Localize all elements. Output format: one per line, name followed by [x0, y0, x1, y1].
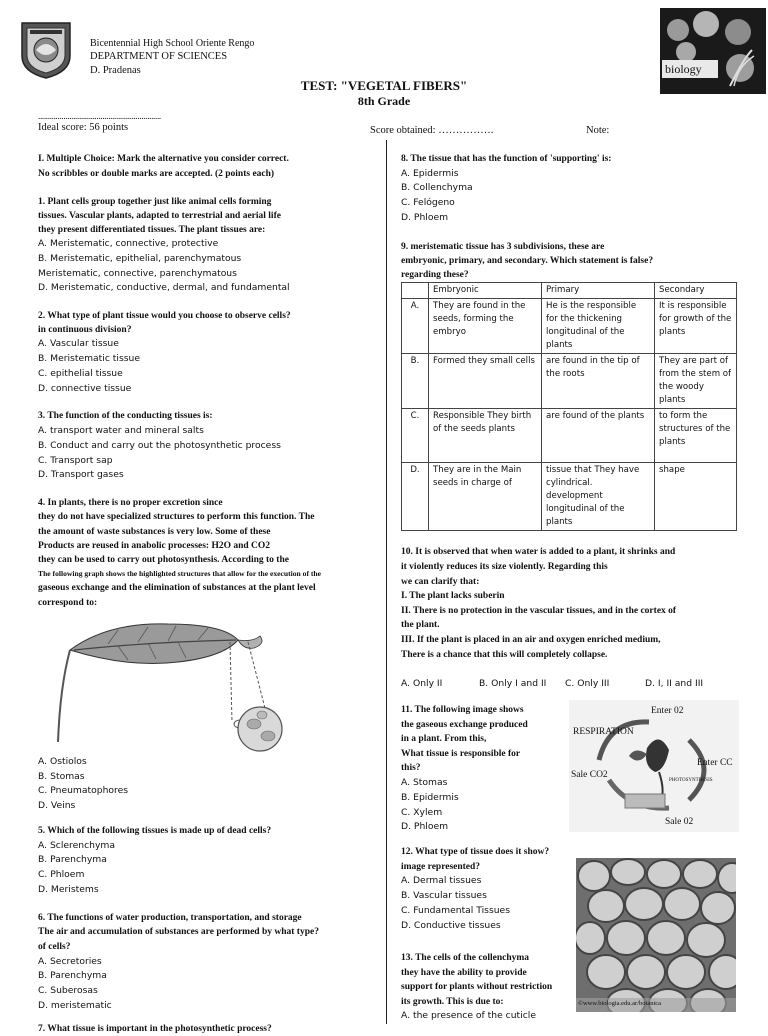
question-text: the gaseous exchange produced: [401, 719, 528, 730]
question-1: [38, 195, 378, 296]
table-cell-letter: D.: [402, 463, 429, 531]
question-text: 11. The following image shows: [401, 704, 524, 715]
question-text: III. If the plant is placed in an air and oxygen enriched medium,: [401, 634, 661, 645]
note-field[interactable]: Note:: [586, 125, 610, 136]
table-row[interactable]: [402, 463, 737, 531]
option-b[interactable]: B. Stomas: [38, 770, 85, 782]
option-c[interactable]: C. Phloem: [38, 869, 85, 881]
question-text: correspond to:: [38, 597, 98, 608]
question-text: tissues. Vascular plants, adapted to terrestrial and aerial life: [38, 211, 281, 221]
question-text: they can be used to carry out photosynthesis. According to the: [38, 554, 289, 565]
school-name: Bicentennial High School Oriente Rengo: [90, 38, 255, 49]
question-text: 9. meristematic tissue has 3 subdivisions, these are: [401, 241, 605, 252]
option-a[interactable]: A. Dermal tissues: [401, 875, 482, 887]
question-text: 7. What tissue is important in the photosynthetic process?: [38, 1023, 272, 1034]
option-c[interactable]: Meristematic, connective, parenchymatous: [38, 267, 237, 279]
question-text: 13. The cells of the collenchyma: [401, 952, 530, 963]
question-text: image represented?: [401, 861, 481, 872]
question-text: Products are reused in anabolic processes: H2O and CO2: [38, 540, 271, 551]
ideal-score: Ideal score: 56 points: [38, 122, 129, 133]
option-a[interactable]: A. Secretories: [38, 955, 102, 967]
table-cell: He is the responsible for the thickening longitudinal of the plants: [542, 299, 655, 354]
table-cell: Responsible They birth of the seeds plants: [429, 409, 542, 463]
option-d[interactable]: D. Meristematic, conductive, dermal, and fundamental: [38, 282, 290, 294]
question-10: [401, 545, 745, 692]
diagram-label-sale-co2: Sale CO2: [571, 769, 608, 780]
option-a[interactable]: A. Ostiolos: [38, 755, 87, 767]
micrograph-credit: ©www.biologia.edu.ar/botanica: [578, 1000, 662, 1007]
option-c[interactable]: C. Only III: [565, 678, 610, 690]
question-11: [401, 703, 745, 845]
question-text: they have the ability to provide: [401, 967, 527, 978]
option-c[interactable]: C. Xylem: [401, 806, 443, 818]
question-text: we can clarify that:: [401, 576, 480, 587]
option-a[interactable]: A. Only II: [401, 678, 443, 690]
question-text: 6. The functions of water production, transportation, and storage: [38, 912, 302, 923]
question-text: the amount of waste substances is very low. Some of these: [38, 526, 271, 537]
option-a[interactable]: A. Stomas: [401, 776, 448, 788]
teacher-name: D. Pradenas: [90, 65, 141, 76]
left-column: [38, 152, 378, 1036]
option-b[interactable]: B. Parenchyma: [38, 970, 107, 982]
option-a[interactable]: A. transport water and mineral salts: [38, 424, 204, 436]
question-text: gaseous exchange and the elimination of substances at the plant level: [38, 583, 316, 594]
option-b[interactable]: B. Conduct and carry out the photosynthetic process: [38, 439, 281, 451]
question-5: [38, 824, 378, 898]
instruction-line: I. Multiple Choice: Mark the alternative you consider correct.: [38, 154, 289, 164]
question-text: 3. The function of the conducting tissues is:: [38, 411, 213, 422]
option-a[interactable]: A. Vascular tissue: [38, 338, 119, 350]
name-line[interactable]: ...............................................................: [38, 111, 161, 121]
table-row[interactable]: [402, 409, 737, 463]
column-divider: [386, 140, 387, 1024]
question-text: 5. Which of the following tissues is made up of dead cells?: [38, 825, 272, 836]
leaf-illustration: [38, 610, 378, 755]
option-a[interactable]: A. Epidermis: [401, 167, 459, 179]
table-cell-letter: B.: [402, 354, 429, 409]
question-2: [38, 309, 378, 396]
option-a[interactable]: A. Meristematic, connective, protective: [38, 238, 219, 249]
table-cell: They are found in the seeds, forming the embryo: [429, 299, 542, 354]
question-text: 4. In plants, there is no proper excretion since: [38, 498, 223, 509]
question-text: it violently reduces its size violently. Regarding this: [401, 561, 608, 572]
option-b[interactable]: B. Vascular tissues: [401, 889, 487, 901]
question-text: in a plant. From this,: [401, 734, 487, 745]
option-d[interactable]: D. Meristems: [38, 883, 99, 895]
table-cell-letter: A.: [402, 299, 429, 354]
question-text: II. There is no protection in the vascular tissues, and in the cortex of: [401, 605, 677, 616]
option-c[interactable]: C. Fundamental Tissues: [401, 904, 510, 916]
diagram-label-photosynthesis: PHOTOSYNTHESIS: [669, 777, 713, 783]
question-text: of cells?: [38, 941, 71, 952]
option-d[interactable]: D. I, II and III: [645, 678, 704, 690]
question-text: The air and accumulation of substances are performed by what type?: [38, 927, 319, 938]
option-c[interactable]: C. Transport sap: [38, 454, 113, 466]
table-cell: are found of the plants: [542, 409, 655, 463]
table-cell-letter: C.: [402, 409, 429, 463]
diagram-label-respiration: RESPIRATION: [573, 726, 634, 737]
meristem-table: [401, 282, 737, 531]
department-name: DEPARTMENT OF SCIENCES: [90, 51, 228, 62]
table-row[interactable]: [402, 354, 737, 409]
table-cell: to form the structures of the plants: [655, 409, 737, 463]
table-cell: are found in the tip of the roots: [542, 354, 655, 409]
table-cell: It is responsible for growth of the plants: [655, 299, 737, 354]
question-text: The following graph shows the highlighted structures that allow for the execution of the: [38, 569, 322, 579]
grade-label: 8th Grade: [357, 94, 411, 108]
table-row[interactable]: [402, 299, 737, 354]
option-b[interactable]: B. Epidermis: [401, 791, 459, 803]
tissue-micrograph: [576, 858, 736, 1012]
question-4: [38, 496, 378, 814]
table-header: [402, 283, 429, 299]
question-text: they do not have specialized structures to perform this function. The: [38, 512, 315, 523]
option-c[interactable]: C. epithelial tissue: [38, 367, 123, 379]
question-text: What tissue is responsible for: [401, 748, 521, 759]
question-text: its growth. This is due to:: [401, 996, 504, 1007]
section-instructions: [38, 152, 378, 181]
question-6: [38, 911, 378, 1014]
option-a[interactable]: A. the presence of the cuticle: [401, 1010, 536, 1022]
option-d[interactable]: D. meristematic: [38, 999, 112, 1011]
option-b[interactable]: B. Only I and II: [479, 678, 547, 690]
question-text: the plant.: [401, 620, 440, 631]
option-c[interactable]: C. Suberosas: [38, 985, 98, 997]
option-d[interactable]: D. Conductive tissues: [401, 919, 501, 931]
table-header: Secondary: [655, 283, 737, 299]
question-text: embryonic, primary, and secondary. Which statement is false?: [401, 255, 654, 266]
option-d[interactable]: D. Veins: [38, 800, 76, 812]
table-header-row: [402, 283, 737, 299]
question-text: 1. Plant cells group together just like animal cells forming: [38, 197, 272, 207]
option-c[interactable]: C. Felógeno: [401, 197, 455, 209]
table-cell: Formed they small cells: [429, 354, 542, 409]
table-header: Embryonic: [429, 283, 542, 299]
question-text: 8. The tissue that has the function of 'supporting' is:: [401, 154, 612, 164]
option-b[interactable]: B. Meristematic, epithelial, parenchymatous: [38, 252, 242, 264]
question-text: There is a chance that this will completely collapse.: [401, 649, 608, 660]
diagram-label-enter-co2: Enter CC: [697, 757, 733, 768]
question-text: this?: [401, 763, 421, 774]
question-text: support for plants without restriction: [401, 982, 553, 993]
question-text: 2. What type of plant tissue would you choose to observe cells?: [38, 311, 291, 322]
option-d[interactable]: D. Phloem: [401, 211, 449, 223]
option-a[interactable]: A. Sclerenchyma: [38, 839, 115, 851]
question-text: I. The plant lacks suberin: [401, 591, 505, 602]
question-3: [38, 409, 378, 483]
page-title: TEST: "VEGETAL FIBERS": [300, 78, 468, 93]
option-d[interactable]: D. connective tissue: [38, 382, 132, 394]
question-9: [401, 240, 745, 532]
biology-logo-label: biology: [665, 62, 702, 76]
question-text: regarding these?: [401, 270, 469, 281]
diagram-label-sale-o2: Sale 02: [665, 816, 694, 827]
option-d[interactable]: D. Phloem: [401, 821, 449, 833]
question-text: 10. It is observed that when water is added to a plant, it shrinks and: [401, 547, 676, 558]
question-text: in continuous division?: [38, 325, 132, 336]
gas-exchange-diagram: [569, 700, 739, 832]
option-b[interactable]: B. Parenchyma: [38, 854, 107, 866]
question-8: [401, 152, 745, 226]
school-logo: [20, 20, 72, 80]
question-text: 12. What type of tissue does it show?: [401, 846, 550, 857]
table-cell: tissue that They have cylindrical. development longitudinal of the plants: [542, 463, 655, 531]
table-header: Primary: [542, 283, 655, 299]
option-b[interactable]: B. Collenchyma: [401, 182, 473, 194]
score-obtained[interactable]: Score obtained: …………….: [370, 125, 494, 136]
table-cell: They are part of from the stem of the woody plants: [655, 354, 737, 409]
table-cell: They are in the Main seeds in charge of: [429, 463, 542, 531]
diagram-label-enter-o2: Enter 02: [651, 705, 684, 716]
instruction-line: No scribbles or double marks are accepted. (2 points each): [38, 168, 275, 179]
option-d[interactable]: D. Transport gases: [38, 469, 124, 481]
question-text: they present differentiated tissues. The plant tissues are:: [38, 225, 266, 235]
option-c[interactable]: C. Pneumatophores: [38, 785, 129, 797]
table-cell: shape: [655, 463, 737, 531]
option-b[interactable]: B. Meristematic tissue: [38, 352, 141, 364]
